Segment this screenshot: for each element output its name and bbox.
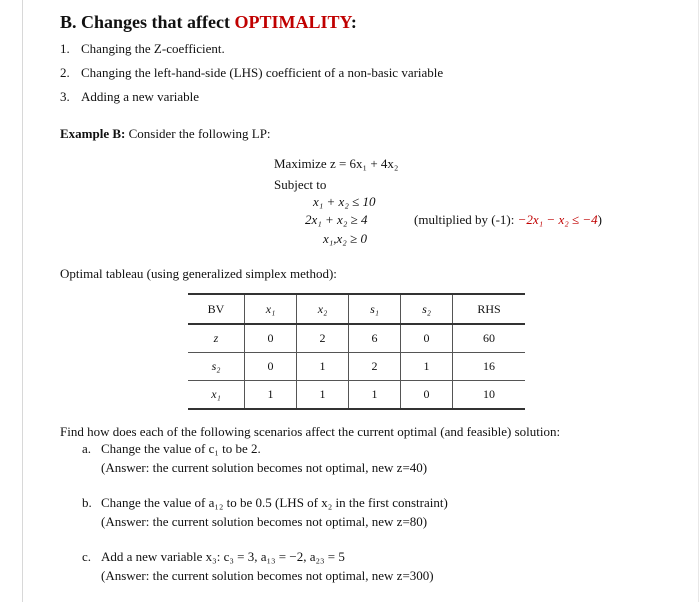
table-cell: 16 [453,353,526,381]
header-cell: x₁ [245,294,297,324]
list-item [60,41,70,57]
table-row [188,381,525,410]
scenario-answer: (Answer: the current solution becomes not optimal, new z=80) [101,514,428,529]
list-item-text: Adding a new variable [81,89,200,104]
table-cell: 0 [401,324,453,353]
header-cell: RHS [453,294,526,324]
header-cell: BV [188,294,245,324]
table-cell: 1 [349,381,401,410]
table-cell: 1 [297,353,349,381]
header-cell: s₁ [349,294,401,324]
optimal-tableau [188,293,525,410]
example-label: Example B: [60,126,126,141]
table-cell: 60 [453,324,526,353]
list-number: 3. [60,89,70,104]
title-accent: OPTIMALITY [234,12,351,32]
table-cell: 2 [349,353,401,381]
lp-constraint-1: x₁ + x₂ ≤ 10 [313,194,376,209]
title-suffix: : [350,12,357,32]
list-item-text: Changing the Z-coefficient. [81,41,225,56]
scenario-text: Change the value of c₁ to be 2. [101,441,261,456]
question-text: Find how does each of the following scenarios affect the current optimal (and feasible) solution: [60,424,561,439]
example-line [60,126,271,142]
table-cell: 10 [453,381,526,410]
table-cell: 2 [297,324,349,353]
header-cell: s₂ [401,294,453,324]
table-cell: z [188,324,245,353]
table-header-row [188,294,525,324]
section-title [60,12,357,33]
table-row [188,324,525,353]
lp-nonnegativity: x₁,x₂ ≥ 0 [323,231,367,246]
title-prefix: B. Changes that affect [60,12,235,32]
header-cell: x₂ [297,294,349,324]
scenario-text: Change the value of a₁₂ to be 0.5 (LHS of x₂ in the first constraint) [101,495,448,510]
table-cell: 1 [401,353,453,381]
list-item-text: Changing the left-hand-side (LHS) coefficient of a non-basic variable [81,65,444,80]
scenario-label: b. [82,495,92,510]
list-number: 2. [60,65,70,80]
table-cell: 0 [401,381,453,410]
scenario-text: Add a new variable x₃: c₃ = 3, a₁₃ = −2, a₂₃ = 5 [101,549,345,564]
lp-note [414,212,602,228]
lp-note-suffix: ) [597,212,602,227]
lp-note-prefix: (multiplied by (-1): [414,212,518,227]
list-number: 1. [60,41,70,56]
scenario-label: c. [82,549,92,564]
table-cell: 6 [349,324,401,353]
table-row [188,353,525,381]
scenario-label: a. [82,441,92,456]
table-cell: 0 [245,353,297,381]
list-item [60,89,70,105]
scenario-answer: (Answer: the current solution becomes not optimal, new z=40) [101,460,428,475]
table-cell: s₂ [188,353,245,381]
table-cell: 0 [245,324,297,353]
tableau-caption: Optimal tableau (using generalized simplex method): [60,266,337,281]
lp-subject-to: Subject to [274,177,327,192]
table-cell: 1 [297,381,349,410]
list-item [60,65,70,81]
lp-constraint-2: 2x₁ + x₂ ≥ 4 [305,212,368,227]
table-cell: 1 [245,381,297,410]
example-text: Consider the following LP: [125,126,271,141]
lp-objective: Maximize z = 6x₁ + 4x₂ [274,156,399,171]
table-cell: x₁ [188,381,245,410]
lp-note-expression: −2x₁ − x₂ ≤ −4 [517,212,598,227]
scenario-answer: (Answer: the current solution becomes not optimal, new z=300) [101,568,434,583]
